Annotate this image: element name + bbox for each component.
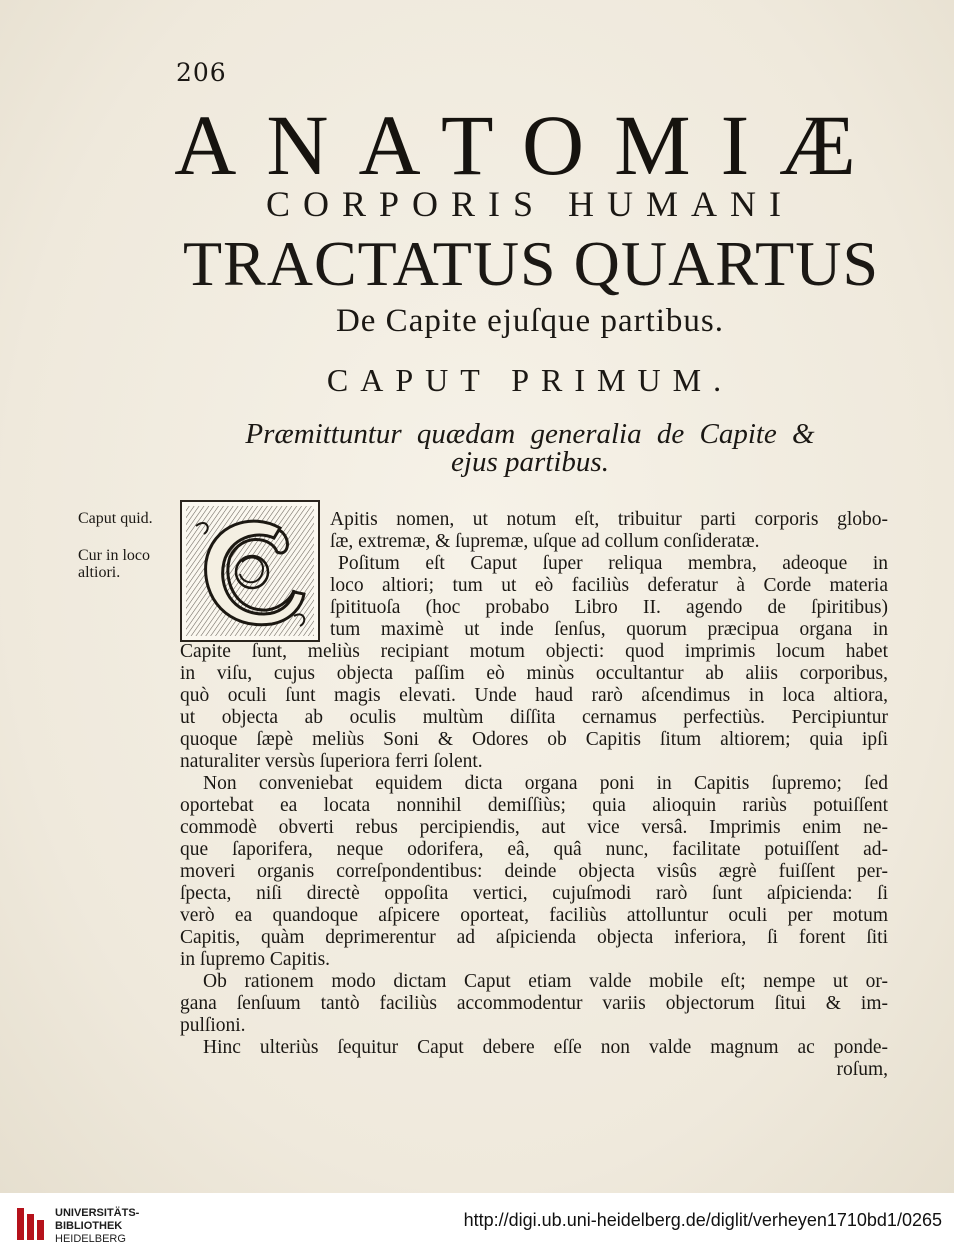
chapter-heading: CAPUT PRIMUM. [326,362,734,398]
title-de-capite: De Capite ejuſque partibus. [335,303,725,339]
text-line: in ſupremo Capitis. [180,949,331,970]
footer-bar [0,1193,954,1260]
text-line: ſæ, extremæ, & ſupremæ, uſque ad collum conſideratæ. [330,531,760,552]
text-line: Hinc ulteriùs ſequitur Caput debere eſſe non valde magnum ac ponde- [203,1037,888,1058]
library-name-line-1: UNIVERSITÄTS- [55,1207,140,1219]
title-corporis-humani: CORPORIS HUMANI [265,184,795,224]
university-library-logo-icon[interactable] [16,1206,48,1242]
title-anatomiae: ANATOMIÆ [174,97,886,193]
text-line: quò oculi ſunt magis elevati. Unde haud rarò aſcendimus in loca altiora, [180,685,888,706]
text-line: gana ſenſuum tantò faciliùs accommodentur variis objectorum ſitui & im- [180,993,888,1014]
text-line: que ſaporifera, neque odorifera, eâ, quâ nunc, facilitate potuiſſent ad- [180,839,888,860]
text-line: commodè obverti rebus percipiendis, aut vice versâ. Imprimis enim ne- [180,817,888,838]
text-line: ſpecta, niſi directè oppoſita vertici, cujuſmodi rarò ſunt aſpicienda: ſi [180,883,888,904]
text-line: Capite ſunt, meliùs recipiant motum objecti: quod imprimis locum habet [180,641,888,662]
text-line: loco altiori; tum ut eò faciliùs deferatur à Corde materia [330,575,888,596]
library-name-line-2: BIBLIOTHEK [55,1220,123,1232]
library-name-line-3: HEIDELBERG [55,1233,126,1245]
text-line: ſpitituoſa (hoc probabo Libro II. agendo de ſpiritibus) [330,597,888,618]
chapter-subtitle-line-1: Præmittuntur quædam generalia de Capite & [245,418,815,450]
library-name [55,1207,139,1246]
ornament-initial-icon [182,502,318,640]
title-tractatus-quartus: TRACTATUS QUARTUS [182,228,880,299]
margin-note-altiori: altiori. [78,564,121,581]
margin-note-cur-in-loco: Cur in loco [78,547,150,564]
text-line: verò ea quandoque aſpicere oporteat, faciliùs attolluntur oculi per motum [180,905,888,926]
text-line: Non conveniebat equidem dicta organa poni in Capitis ſupremo; ſed [203,773,888,794]
text-line: moveri organis correſpondentibus: deinde objecta visûs ægrè fuiſſent per- [180,861,888,882]
text-line: oportebat ea locata nonnihil demiſſiùs; quia alioquin rariùs potuiſſent [180,795,888,816]
text-line: pulſioni. [180,1015,246,1036]
text-line: naturaliter versùs ſuperiora ferri ſolent. [180,751,483,772]
text-line: quoque ſæpè meliùs Soni & Odores ob Capitis ſitum altiorem; quia ipſi [180,729,888,750]
permalink-url[interactable]: http://digi.ub.uni-heidelberg.de/diglit/verheyen1710bd1/0265 [463,1210,942,1230]
page-number: 206 [176,58,227,87]
margin-note-caput-quid: Caput quid. [78,510,153,527]
chapter-subtitle-line-2: ejus partibus. [451,446,609,478]
text-line: Apitis nomen, ut notum eſt, tribuitur parti corporis globo- [330,509,888,530]
text-line: tum maximè ut inde ſenſus, quorum præcipua organa in [330,619,888,640]
text-line: Capitis, quàm deprimerentur ad aſpicienda objecta inferiora, ſi forent ſiti [180,927,888,948]
decorated-initial-c [180,500,320,642]
text-line: Poſitum eſt Caput ſuper reliqua membra, adeoque in [338,553,888,574]
text-line: ut objecta ab oculis multùm diſſita cernamus perfectiùs. Percipiuntur [180,707,888,728]
text-line: Ob rationem modo dictam Caput etiam valde mobile eſt; nempe ut or- [203,971,888,992]
text-line: in viſu, cujus objecta paſſim eò minùs occultantur ab aliis corporibus, [180,663,888,684]
catchword: roſum, [836,1059,888,1080]
